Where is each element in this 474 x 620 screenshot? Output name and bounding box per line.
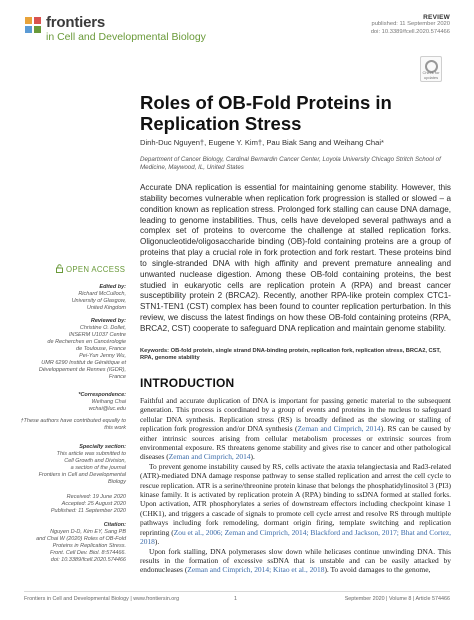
reviewer-line: de Recherches en Cancérologie [47,339,126,345]
keywords [140,348,451,363]
citation-line: Front. Cell Dev. Biol. 8:574466. [49,550,126,556]
specialty-line: Cell Growth and Division, [64,458,126,464]
paragraph-text: Faithful and accurate duplication of DNA is important for passing genetic material to the subsequent generation. This process is coordinated by a group of events and proteins in the nucleus to safeguard cellular DNA synthesis. Replication stress (RS) is broadly defined as the slowing or stalling of replication fork progression and/or DNA synthesis ( [140,396,451,434]
page-number: 1 [234,596,237,602]
edited-by-block [14,284,126,312]
footer-volume: September 2020 | Volume 8 | Article 574466 [344,596,450,602]
specialty-line: This article was submitted to [56,451,126,457]
paragraph-text: ). RS can be caused by either intrinsic sources arising from cellular metabolism processes or extrinsic sources from environmental exposure. RS threatens genome stability and gives rise to cancer and other pathological diseases ( [140,424,451,462]
article-title: Roles of OB-Fold Proteins in Replication Stress [140,92,392,134]
correspondence-block [14,392,126,413]
equal-contribution-note [14,418,126,432]
section-heading-introduction: INTRODUCTION [140,376,235,390]
article-type: REVIEW [423,14,450,21]
citation-link[interactable]: Zeman and Cimprich, 2014 [168,452,251,462]
citation-line: and Chai W (2020) Roles of OB-Fold [36,536,126,542]
open-access-icon [56,264,63,273]
citation-link[interactable]: Zeman and Cimprich, 2014; Kitao et al., 2018 [187,565,325,575]
journal-brand: frontiers [46,14,106,31]
keywords-text: OB-fold protein, single strand DNA-binding protein, replication fork, replication stress, BRCA2, CST, RPA, genome stability [140,348,441,362]
citation-line: Proteins in Replication Stress. [52,543,126,549]
journal-logo[interactable] [24,14,234,54]
specialty-heading: Specialty section: [79,444,126,450]
abstract: Accurate DNA replication is essential for maintaining genome stability. However, this stability becomes vulnerable when replication fork progression is stalled or slowed – a condition known as replication stress. Prolonged fork stalling can cause DNA damage, leading to genome instabilities. Thus, cells have developed several pathways and a complex set of proteins to overcome the challenge at stalled replication forks. Oligonucleotide/oligosaccharide binding (OB)-fold containing proteins are a group of proteins that play a crucial role in fork protection and fork restart. These proteins bind to single-stranded DNA with high affinity and prevent premature annealing and unwanted nuclease digestion. Among these OB-fold containing proteins, the best studied in eukaryotic cells are replication protein A (RPA) and breast cancer susceptibility protein 2 (BRCA2). Recently, another RPA-like protein complex CTC1-STN1-TEN1 (CST) complex has been found to counter replication perturbation. In this review, we discuss the latest findings on how these OB-fold containing proteins (RPA, BRCA2, CST) cooperate to safeguard DNA replication and maintain genome stability. [140,183,451,333]
citation-block [14,522,126,564]
dates-block [14,494,126,515]
correspondence-email[interactable]: wchai@luc.edu [88,406,126,412]
reviewer-line: de Toulouse, France [76,346,126,352]
editor-line: Richard McCulloch, [78,291,126,297]
specialty-line: Biology [107,479,126,485]
citation-line: Nguyen D-D, Kim EY, Sang PB [50,529,126,535]
article-meta [371,14,450,36]
correspondence-name: Weihang Chai [91,399,126,405]
citation-link[interactable]: Zou et al., 2006; Zeman and Cimprich, 2014; Blackford and Jackson, 2017; Bhat and Cortez, 2018 [140,527,451,547]
accepted-date: Accepted: 25 August 2020 [61,501,126,507]
paragraph [140,547,451,575]
received-date: Received: 19 June 2020 [66,494,126,500]
edited-by-heading: Edited by: [99,284,126,290]
citation-link[interactable]: Zeman and Cimprich, 2014 [297,424,381,434]
paragraph-text: ). [250,452,255,462]
citation-heading: Citation: [103,522,126,528]
equal-contribution-text: †These authors have contributed equally to this work [20,418,126,431]
footer-divider [24,591,450,592]
check-updates-label: Check for updates [422,70,440,80]
reviewed-by-block [14,318,126,381]
published-date: published: 11 September 2020 [371,21,450,27]
keywords-label: Keywords: [140,348,170,354]
editor-line: United Kingdom [86,305,126,311]
specialty-line: Frontiers in Cell and Developmental [38,472,126,478]
correspondence-heading: *Correspondence: [78,392,126,398]
frontiers-logo-icon [24,16,42,34]
reviewer-line: INSERM U1037 Centre [68,332,126,338]
reviewer-line: France [108,374,126,380]
paragraph [140,462,451,547]
paragraph-text: ). [154,537,160,547]
reviewed-by-heading: Reviewed by: [90,318,126,324]
reviewer-line: Pei-Yun Jenny Wu, [79,353,126,359]
paragraph-text: Upon fork stalling, DNA polymerases slow down while helicases continue unwinding DNA. This results in the formation of excessive ssDNA that is unstable and can be easily attacked by endonucleases ( [140,546,451,575]
paragraph [140,396,451,462]
introduction-body [140,396,451,575]
affiliation: Department of Cancer Biology, Cardinal Bernardin Cancer Center, Loyola University Chicago Stritch School of Medicine, Maywood, IL, United States [140,156,441,171]
editor-line: University of Glasgow, [71,298,126,304]
footer-journal[interactable]: Frontiers in Cell and Developmental Biology | www.frontiersin.org [24,596,180,602]
reviewer-line: Christine O. Dollet, [79,325,126,331]
author-list: Dinh-Duc Nguyen†, Eugene Y. Kim†, Pau Biak Sang and Weihang Chai* [140,138,385,147]
reviewer-line: UMR 6290 Institut de Génétique et [41,360,126,366]
paragraph-text: To prevent genome instability caused by RS, cells activate the ataxia telangiectasia and Rad3-related (ATR)-mediated DNA damage response pathway to sense stalled replication and arrest the cell cycle to rescue replication. ATR is a serine/threonine protein kinase that belongs the phosphatidylinositol 3 (PI3) kinase family. It is activated by replication protein A (RPA) binding to ssDNA formed at stalled forks. Upon activation, ATR phosphorylates a series of downstream effectors including checkpoint kinase 1 (CHK1), and triggers a cascade of signals to promote cell cycle arrest and resolve RS through multiple pathways including fork remodeling, dormant origin firing, template switching and replication reprinting ( [140,461,451,537]
journal-name: in Cell and Developmental Biology [46,31,206,43]
open-access-label: OPEN ACCESS [66,265,126,274]
specialty-line: a section of the journal [70,465,126,471]
check-updates-button[interactable] [420,56,442,82]
published-date-side: Published: 11 September 2020 [50,508,126,514]
article-doi[interactable]: doi: 10.3389/fcell.2020.574466 [370,28,450,35]
reviewer-line: Développement de Rennes (IGDR), [38,367,126,373]
specialty-block [14,444,126,486]
citation-line: doi: 10.3389/fcell.2020.574466 [50,557,126,563]
paragraph-text: ). To avoid damages to the genome, [324,565,431,575]
